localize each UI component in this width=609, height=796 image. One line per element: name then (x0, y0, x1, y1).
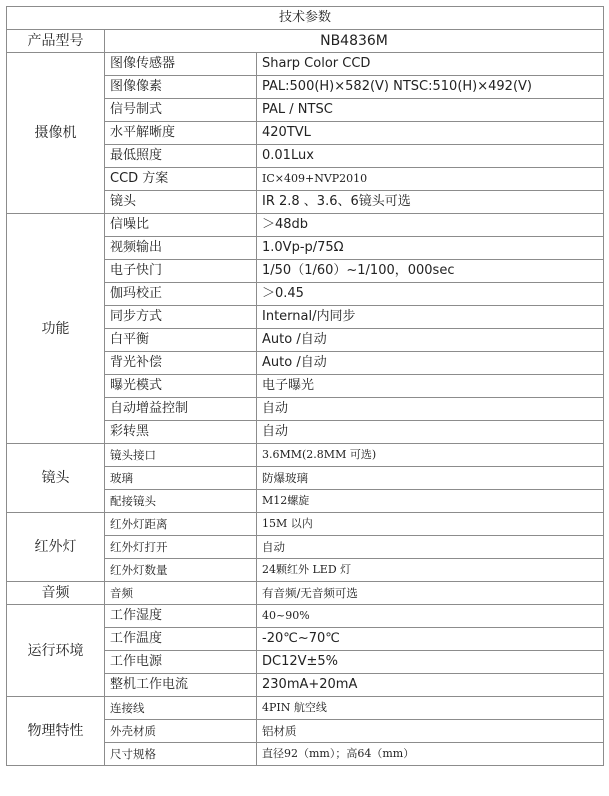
group-name: 音频 (7, 582, 105, 605)
param-value: 3.6MM(2.8MM 可选) (257, 444, 604, 467)
param-value: 1.0Vp-p/75Ω (257, 237, 604, 260)
param-value: 电子曝光 (257, 375, 604, 398)
param-value: M12螺旋 (257, 490, 604, 513)
param-value: 防爆玻璃 (257, 467, 604, 490)
param-name: 曝光模式 (105, 375, 257, 398)
param-name: 红外灯距离 (105, 513, 257, 536)
param-name: 最低照度 (105, 145, 257, 168)
param-value: 40~90% (257, 605, 604, 628)
param-value: 420TVL (257, 122, 604, 145)
param-value: 230mA+20mA (257, 674, 604, 697)
param-name: 信号制式 (105, 99, 257, 122)
param-name: 电子快门 (105, 260, 257, 283)
param-name: 自动增益控制 (105, 398, 257, 421)
param-value: DC12V±5% (257, 651, 604, 674)
param-value: IC×409+NVP2010 (257, 168, 604, 191)
param-name: 同步方式 (105, 306, 257, 329)
param-name: 工作温度 (105, 628, 257, 651)
param-value: 15M 以内 (257, 513, 604, 536)
param-value: 24颗红外 LED 灯 (257, 559, 604, 582)
param-name: 彩转黑 (105, 421, 257, 444)
table-title: 技术参数 (7, 7, 604, 30)
param-value: -20℃~70℃ (257, 628, 604, 651)
table-row (7, 513, 604, 536)
param-value: 有音频/无音频可选 (257, 582, 604, 605)
param-value: 自动 (257, 421, 604, 444)
param-name: 图像传感器 (105, 53, 257, 76)
param-value: Sharp Color CCD (257, 53, 604, 76)
param-name: 背光补偿 (105, 352, 257, 375)
param-name: 整机工作电流 (105, 674, 257, 697)
param-name: 连接线 (105, 697, 257, 720)
param-name: 镜头接口 (105, 444, 257, 467)
spec-table-body (7, 7, 604, 766)
param-name: 图像像素 (105, 76, 257, 99)
param-value: Internal/内同步 (257, 306, 604, 329)
table-row (7, 53, 604, 76)
param-value: 自动 (257, 536, 604, 559)
param-name: CCD 方案 (105, 168, 257, 191)
param-name: 玻璃 (105, 467, 257, 490)
param-value: 4PIN 航空线 (257, 697, 604, 720)
group-name: 功能 (7, 214, 105, 444)
param-value: ＞0.45 (257, 283, 604, 306)
param-name: 音频 (105, 582, 257, 605)
group-name: 镜头 (7, 444, 105, 513)
param-name: 配接镜头 (105, 490, 257, 513)
param-name: 红外灯数量 (105, 559, 257, 582)
param-name: 工作湿度 (105, 605, 257, 628)
param-value: Auto /自动 (257, 352, 604, 375)
param-value: 自动 (257, 398, 604, 421)
param-name: 工作电源 (105, 651, 257, 674)
param-value: 直径92（mm）；高64（mm） (257, 743, 604, 766)
param-value: ＞48db (257, 214, 604, 237)
param-name: 外壳材质 (105, 720, 257, 743)
param-value: Auto /自动 (257, 329, 604, 352)
param-name: 镜头 (105, 191, 257, 214)
param-name: 伽玛校正 (105, 283, 257, 306)
table-row (7, 582, 604, 605)
title-row (7, 7, 604, 30)
model-row (7, 30, 604, 53)
param-name: 红外灯打开 (105, 536, 257, 559)
model-label: 产品型号 (7, 30, 105, 53)
table-row (7, 605, 604, 628)
param-value: 铝材质 (257, 720, 604, 743)
param-value: 0.01Lux (257, 145, 604, 168)
param-value: 1/50（1/60）~1/100，000sec (257, 260, 604, 283)
table-row (7, 444, 604, 467)
group-name: 摄像机 (7, 53, 105, 214)
param-name: 尺寸规格 (105, 743, 257, 766)
table-row (7, 214, 604, 237)
group-name: 红外灯 (7, 513, 105, 582)
group-name: 物理特性 (7, 697, 105, 766)
param-value: IR 2.8 、3.6、6镜头可选 (257, 191, 604, 214)
param-name: 水平解晰度 (105, 122, 257, 145)
table-row (7, 697, 604, 720)
param-name: 白平衡 (105, 329, 257, 352)
param-value: PAL / NTSC (257, 99, 604, 122)
model-value: NB4836M (105, 30, 604, 53)
spec-table (6, 6, 604, 766)
param-name: 视频输出 (105, 237, 257, 260)
group-name: 运行环境 (7, 605, 105, 697)
param-name: 信噪比 (105, 214, 257, 237)
param-value: PAL:500(H)×582(V) NTSC:510(H)×492(V) (257, 76, 604, 99)
